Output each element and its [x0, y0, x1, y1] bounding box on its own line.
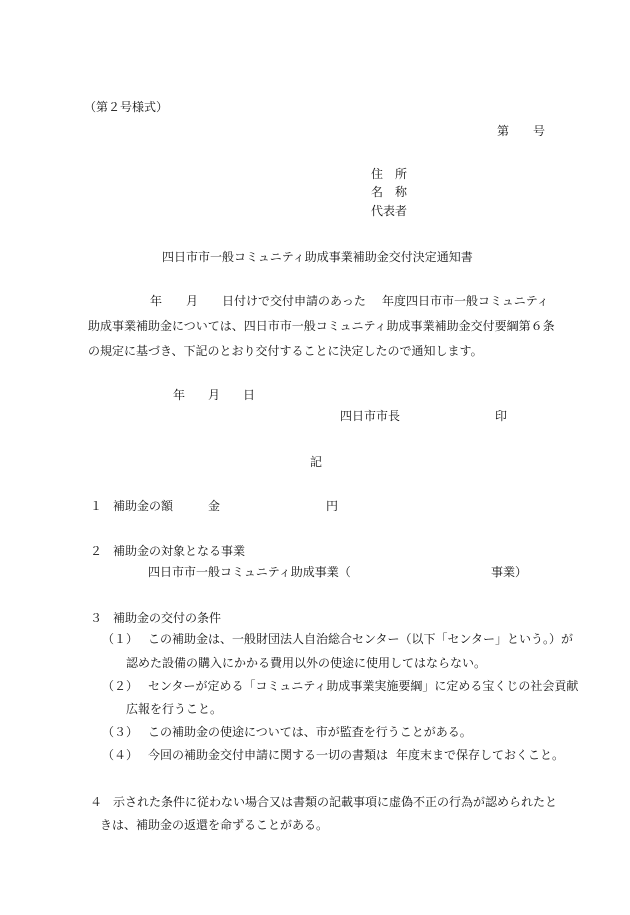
- condition4-line1b: 年度末まで保存しておくこと。: [396, 748, 565, 762]
- doc-number-suffix: 号: [533, 124, 546, 138]
- item2-project-suffix: 事業）: [491, 565, 528, 579]
- body-line1-fiscal: 年度四日市市一般コミュニティ: [382, 294, 549, 308]
- form-number: （第２号様式）: [84, 100, 169, 114]
- condition1-line2: 認めた設備の購入にかかる費用以外の使途に使用してはならない。: [126, 656, 487, 670]
- condition2-line1: センターが定める「コミュニティ助成事業実施要綱」に定める宝くじの社会貢献: [148, 679, 579, 693]
- date-day: 日: [243, 388, 256, 402]
- doc-number-prefix: 第: [497, 124, 510, 138]
- condition3-line1: この補助金の使途については、市が監査を行うことがある。: [148, 725, 472, 739]
- body-line1-text: 日付けで交付申請のあった: [222, 294, 366, 308]
- condition1-number: （１）: [102, 632, 139, 646]
- body-month: 月: [186, 294, 199, 308]
- address-label: 住 所: [371, 167, 408, 181]
- item1-kin: 金: [208, 499, 221, 513]
- date-year: 年: [173, 388, 186, 402]
- body-line3: の規定に基づき、下記のとおり交付することに決定したので通知します。: [88, 344, 483, 358]
- condition4-number: （４）: [102, 748, 139, 762]
- item1-number: １: [90, 499, 103, 513]
- representative-label: 代表者: [371, 204, 408, 218]
- item4-line2: きは、補助金の返還を命ずることがある。: [100, 818, 329, 832]
- item2-project-prefix: 四日市市一般コミュニティ助成事業（: [148, 565, 351, 579]
- item3-number: ３: [90, 611, 103, 625]
- condition1-line1: この補助金は、一般財団法人自治総合センター（以下「センター」という。）が: [148, 632, 574, 646]
- condition4-line1a: 今回の補助金交付申請に関する一切の書類は: [148, 748, 389, 762]
- issuer-seal: 印: [495, 409, 508, 423]
- item3-label: 補助金の交付の条件: [113, 611, 222, 625]
- condition2-number: （２）: [102, 679, 139, 693]
- body-year: 年: [150, 294, 163, 308]
- condition3-number: （３）: [102, 725, 139, 739]
- condition2-line2: 広報を行うこと。: [126, 702, 223, 716]
- body-line2: 助成事業補助金については、四日市市一般コミュニティ助成事業補助金交付要綱第６条: [88, 319, 555, 333]
- item4-line1: 示された条件に従わない場合又は書類の記載事項に虚偽不正の行為が認められたと: [113, 795, 558, 809]
- date-month: 月: [208, 388, 221, 402]
- document-title: 四日市市一般コミュニティ助成事業補助金交付決定通知書: [162, 250, 473, 264]
- item2-number: ２: [90, 544, 103, 558]
- item2-label: 補助金の対象となる事業: [113, 544, 246, 558]
- item1-label: 補助金の額: [113, 499, 174, 513]
- issuer-name: 四日市市長: [340, 409, 401, 423]
- item1-yen: 円: [326, 499, 339, 513]
- name-label: 名 称: [371, 185, 408, 199]
- ki-marker: 記: [310, 455, 323, 469]
- item4-number: ４: [90, 795, 103, 809]
